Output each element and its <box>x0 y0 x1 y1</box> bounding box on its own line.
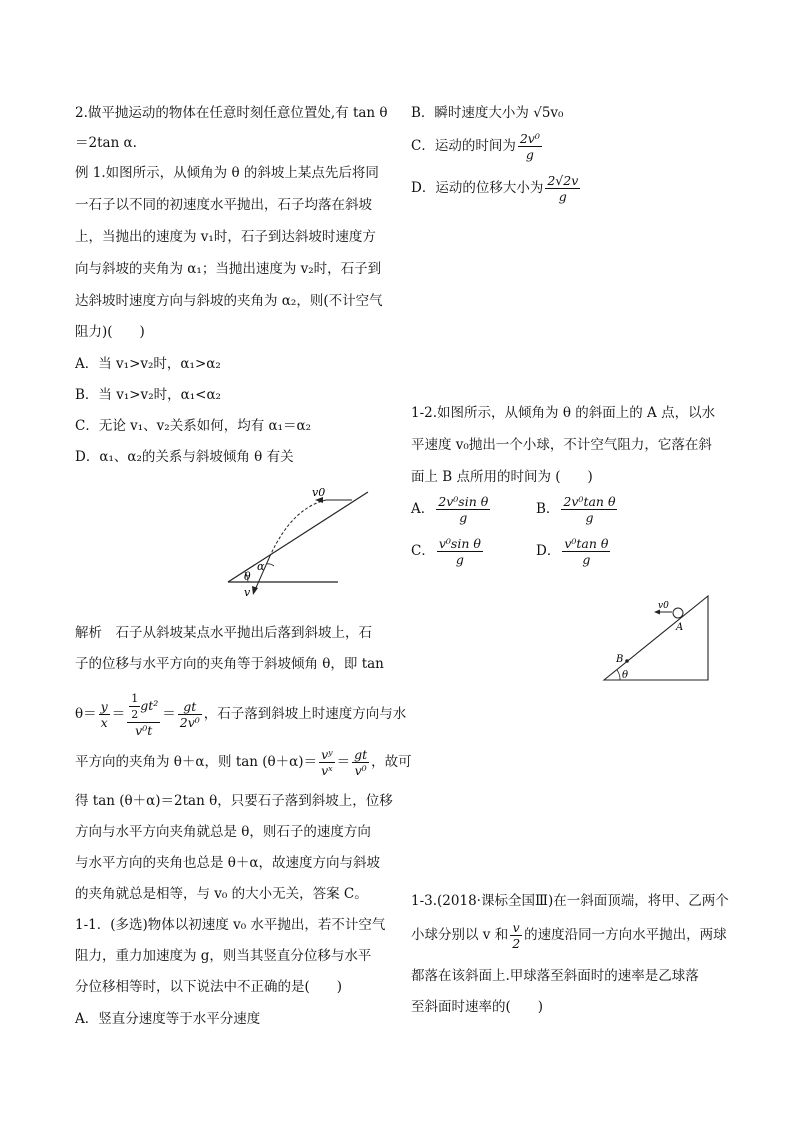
fraction-vy-over-vx: $\frac{\text{vʸ}}{\text{vˣ}}$ <box>321 747 333 778</box>
text-line: 一石子以不同的初速度水平抛出，石子均落在斜坡 <box>75 197 372 213</box>
text-line: 2.做平抛运动的物体在任意时刻任意位置处,有 tan θ <box>75 105 388 121</box>
option-b: B． $\frac{\text{2v⁰tan θ}}{g}$ <box>536 494 616 525</box>
text-line: 达斜坡时速度方向与斜坡的夹角为 α₂，则(不计空气 <box>75 293 383 309</box>
question-1-2: 平速度 v₀抛出一个小球，不计空气阻力，它落在斜 <box>411 437 712 453</box>
slope-figure-1 <box>222 478 382 603</box>
option-b: B．瞬时速度大小为 √5v₀ <box>411 105 564 121</box>
option-c: C． $\frac{\text{v⁰sin θ}}{g}$ <box>411 536 481 567</box>
option-d: D． $\frac{\text{v⁰tan θ}}{g}$ <box>536 536 609 567</box>
option-d: D．运动的位移大小为 $\frac{2√2v}{g}$ <box>411 173 579 204</box>
analysis-line: 解析 石子从斜坡某点水平抛出后落到斜坡上，石 <box>75 625 372 641</box>
fraction-y-over-x: $\frac{y}{x}$ <box>100 699 108 730</box>
text-line: 阻力)( ) <box>75 324 145 340</box>
question-1-3: 至斜面时速率的( ) <box>411 999 544 1015</box>
option-a: A． $\frac{\text{2v⁰sin θ}}{g}$ <box>411 494 489 525</box>
equation-line-1: θ＝ $\frac{y}{x}$ ＝ $\frac{1}{2}$ gt² v⁰t ＝ $\frac{gt}{\text{2v⁰}}$ ，石子落到斜坡上时速度方向与水 <box>75 692 407 738</box>
label-a: A <box>676 622 684 633</box>
option-a: A．当 v₁>v₂时，α₁>α₂ <box>75 356 221 372</box>
question-1-2: 1-2.如图所示，从倾角为 θ 的斜面上的 A 点，以水 <box>411 405 716 421</box>
option-c: C．无论 v₁、v₂关系如何，均有 α₁＝α₂ <box>75 418 312 434</box>
question-1-1: 分位移相等时，以下说法中不正确的是( ) <box>75 979 343 995</box>
fraction-gt-over-v0: $\frac{gt}{\text{v⁰}}$ <box>354 747 368 778</box>
question-1-3: 1-3.(2018·课标全国Ⅲ)在一斜面顶端，将甲、乙两个 <box>411 893 729 909</box>
label-v0: v0 <box>312 486 326 499</box>
option-d: D．α₁、α₂的关系与斜坡倾角 θ 有关 <box>75 449 294 465</box>
fraction-2v0-over-g: $\frac{\text{2v⁰}}{g}$ <box>519 131 540 162</box>
question-1-3: 小球分别以 v 和 $\frac{v}{2}$ 的速度沿同一方向水平抛出，两球 <box>411 920 727 951</box>
text-line: ＝2tan α. <box>75 135 137 151</box>
option-a: A．竖直分速度等于水平分速度 <box>75 1011 261 1027</box>
analysis-line: 得 tan (θ＋α)＝2tan θ，只要石子落到斜坡上，位移 <box>75 793 393 809</box>
fraction-2root2v-over-g: $\frac{2√2v}{g}$ <box>547 173 579 204</box>
question-1-2: 面上 B 点所用的时间为 ( ) <box>411 469 593 485</box>
slope-figure-2 <box>600 592 712 684</box>
option-c: C．运动的时间为 $\frac{\text{2v⁰}}{g}$ <box>411 131 540 162</box>
label-theta: θ <box>622 670 629 681</box>
text-line: 向与斜坡的夹角为 α₁；当抛出速度为 v₂时，石子到 <box>75 261 382 277</box>
text-line: 上，当抛出的速度为 v₁时，石子到达斜坡时速度方 <box>75 229 376 245</box>
question-1-1: 1-1．(多选)物体以初速度 v₀ 水平抛出，若不计空气 <box>75 917 386 933</box>
label-alpha: α <box>257 560 265 573</box>
analysis-line: 的夹角就总是相等，与 v₀ 的大小无关，答案 C。 <box>75 886 368 902</box>
label-b: B <box>616 654 624 665</box>
analysis-line: 方向与水平方向夹角就总是 θ，则石子的速度方向 <box>75 824 371 840</box>
question-1-1: 阻力，重力加速度为 g，则当其竖直分位移与水平 <box>75 948 372 964</box>
question-1-3: 都落在该斜面上.甲球落至斜面时的速率是乙球落 <box>411 968 699 984</box>
label-theta: θ <box>244 570 251 583</box>
analysis-line: 子的位移与水平方向的夹角等于斜坡倾角 θ，即 tan <box>75 656 384 672</box>
analysis-line: 与水平方向的夹角也总是 θ＋α，故速度方向与斜坡 <box>75 855 381 871</box>
label-v0: v0 <box>658 601 669 611</box>
fraction-half-gt2-over-v0t: $\frac{1}{2}$ gt² v⁰t <box>127 691 160 738</box>
equation-line-2: 平方向的夹角为 θ＋α，则 tan (θ＋α)＝ $\frac{\text{vʸ}}{\text{vˣ}}$ ＝ $\frac{gt}{\text{v⁰}}$ ，故可 <box>75 747 412 778</box>
text-line: 例 1.如图所示，从倾角为 θ 的斜坡上某点先后将同 <box>75 165 379 181</box>
label-v: v <box>244 586 251 599</box>
fraction-gt-over-2v0: $\frac{gt}{\text{2v⁰}}$ <box>179 699 200 730</box>
option-b: B．当 v₁>v₂时，α₁<α₂ <box>75 387 221 403</box>
